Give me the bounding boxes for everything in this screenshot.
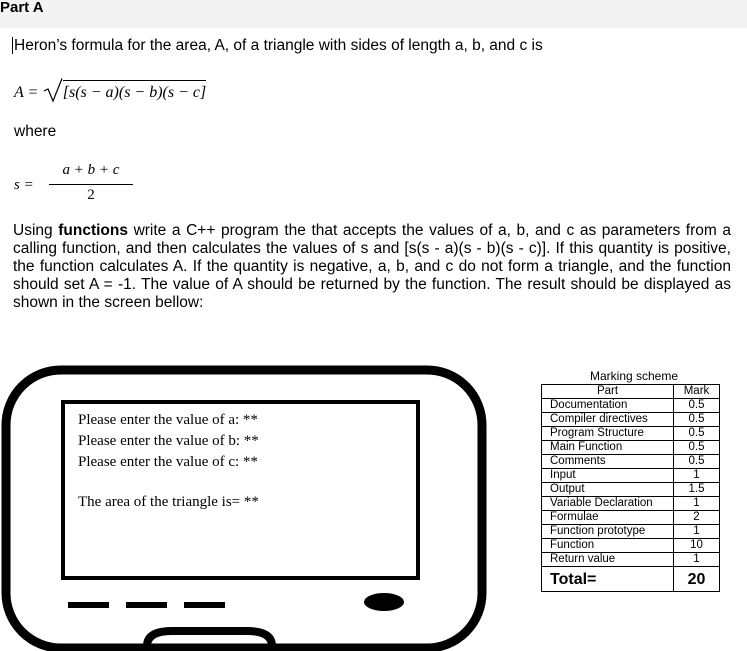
row-mark: 1 [674, 469, 720, 483]
header-mark: Mark [674, 385, 720, 399]
fraction-bar [49, 184, 133, 185]
monitor-dash [184, 602, 225, 608]
row-mark: 0.5 [674, 413, 720, 427]
table-row [542, 483, 720, 497]
row-part: Function prototype [542, 525, 674, 539]
table-row [542, 413, 720, 427]
row-part: Function [542, 539, 674, 553]
area-formula-radicand: [s(s − a)(s − b)(s − c] [63, 80, 207, 104]
table-row [542, 427, 720, 441]
instructions-prefix: Using [13, 222, 59, 239]
total-value: 20 [674, 567, 720, 592]
row-mark: 0.5 [674, 399, 720, 413]
instructions-body: write a C++ program the that accepts the values of a, b, and c as parameters from a calling function, and then calculates the values of s and [s(s - a)(s - b)(s - c)]. If this quantity is positive, the function calculates A. If the quantity is negative, a, b, and c do not form a triangle, and the function should set A = -1. The value of A should be returned by the function. The result should be displayed as shown in the screen bellow: [13, 222, 731, 311]
area-formula [14, 80, 206, 104]
radical-sign-icon [43, 77, 63, 103]
section-header [0, 0, 747, 28]
row-part: Documentation [542, 399, 674, 413]
text-cursor [12, 37, 13, 54]
intro-text: Heron’s formula for the area, A, of a triangle with sides of length a, b, and c is [14, 37, 543, 54]
row-mark: 1.5 [674, 483, 720, 497]
monitor-dash [68, 602, 109, 608]
screen-line-area: The area of the triangle is= ** [78, 494, 259, 510]
row-mark: 0.5 [674, 427, 720, 441]
row-mark: 2 [674, 511, 720, 525]
total-label: Total= [542, 567, 674, 592]
total-row [542, 567, 720, 592]
area-formula-lhs: A = [14, 84, 39, 101]
row-mark: 1 [674, 497, 720, 511]
row-mark: 0.5 [674, 455, 720, 469]
where-label: where [14, 123, 57, 140]
instructions-paragraph [13, 222, 731, 312]
row-part: Comments [542, 455, 674, 469]
row-mark: 10 [674, 539, 720, 553]
row-mark: 1 [674, 525, 720, 539]
square-root [43, 80, 207, 104]
table-header-row [542, 385, 720, 399]
row-part: Return value [542, 553, 674, 567]
marking-scheme-table [541, 384, 720, 592]
monitor-dash [126, 602, 167, 608]
header-part: Part [542, 385, 674, 399]
row-mark: 1 [674, 553, 720, 567]
instructions-bold: functions [58, 222, 128, 239]
table-row [542, 539, 720, 553]
s-formula-denominator: 2 [87, 187, 95, 203]
table-row [542, 399, 720, 413]
screen-line-b: Please enter the value of b: ** [78, 433, 259, 449]
s-formula-lhs: s = [14, 177, 34, 193]
section-title: Part A [0, 0, 44, 16]
table-row [542, 441, 720, 455]
row-part: Program Structure [542, 427, 674, 441]
s-formula-numerator: a + b + c [62, 162, 120, 178]
table-row [542, 553, 720, 567]
row-part: Compiler directives [542, 413, 674, 427]
table-row [542, 455, 720, 469]
row-part: Output [542, 483, 674, 497]
table-row [542, 511, 720, 525]
row-part: Variable Declaration [542, 497, 674, 511]
row-part: Formulae [542, 511, 674, 525]
row-part: Input [542, 469, 674, 483]
table-row [542, 525, 720, 539]
marking-scheme-title: Marking scheme [589, 369, 679, 383]
screen-line-c: Please enter the value of c: ** [78, 454, 258, 470]
table-row [542, 469, 720, 483]
table-row [542, 497, 720, 511]
row-mark: 0.5 [674, 441, 720, 455]
screen-line-a: Please enter the value of a: ** [78, 412, 258, 428]
row-part: Main Function [542, 441, 674, 455]
